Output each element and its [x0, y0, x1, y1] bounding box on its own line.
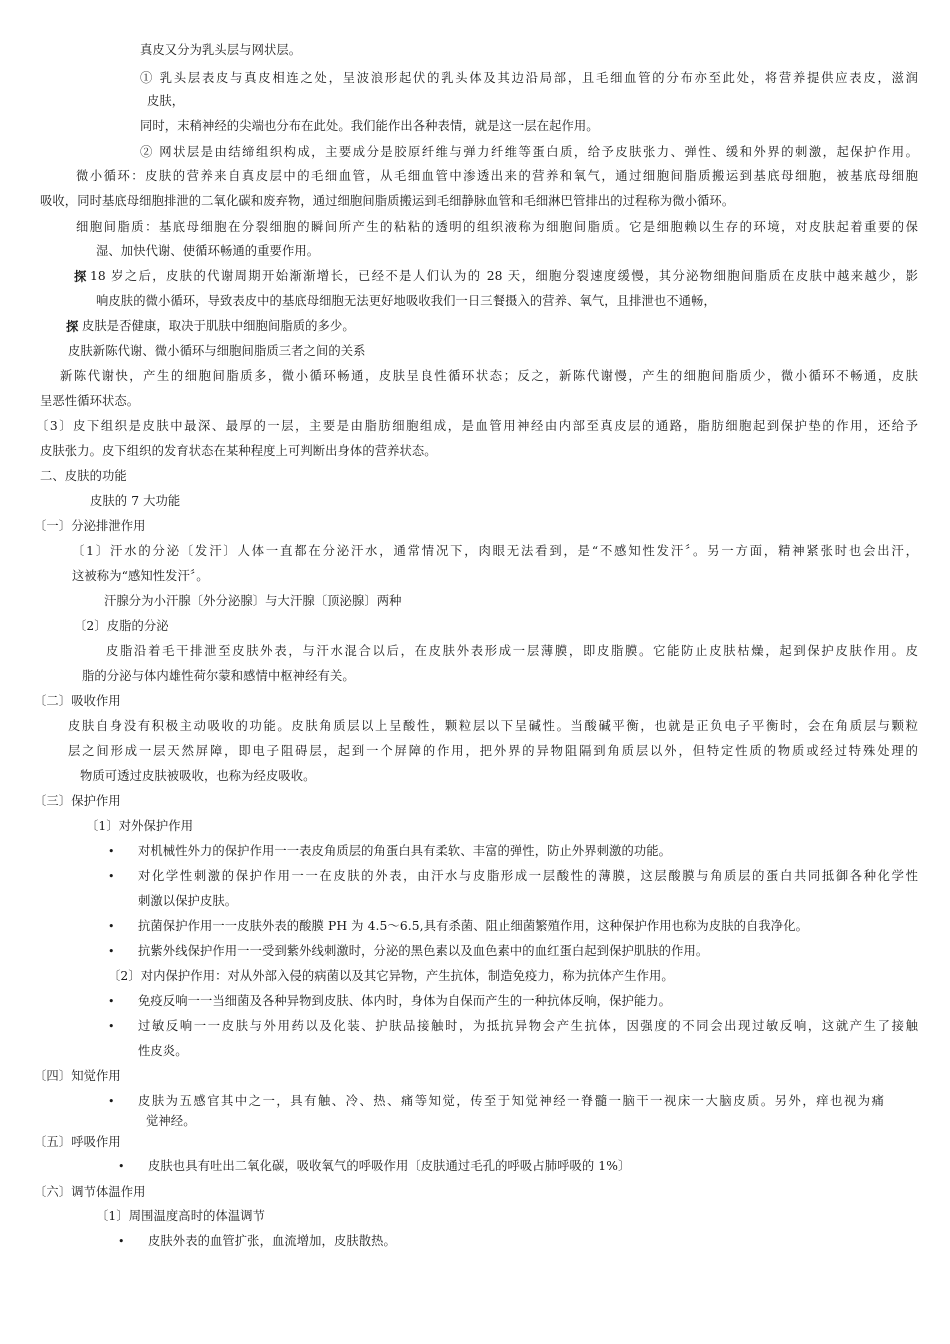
- text-line: 新陈代谢快，产生的细胞间脂质多，微小循环畅通，皮肤呈良性循环状态；反之，新陈代谢慢，产生的细胞间脂质少，微小循环不畅通，皮肤: [60, 369, 918, 383]
- bullet-icon: •: [118, 1160, 125, 1173]
- text-line: 刺激以保护皮肤。: [138, 894, 238, 908]
- text-line: 物质可透过皮肤被吸收，也称为经皮吸收。: [80, 769, 316, 783]
- bullet-icon: •: [118, 1235, 125, 1248]
- text-line: 层之间形成一层天然屏障，即电子阻碍层，起到一个屏障的作用，把外界的异物阻隔到角质层以外，但特定性质的物质或经过特殊处理的: [68, 744, 918, 758]
- text-line: 〔1〕周围温度高时的体温调节: [96, 1209, 266, 1223]
- text-line: 二、皮肤的功能: [40, 469, 127, 483]
- text-line: 汗腺分为小汗腺〔外分泌腺〕与大汗腺〔顶泌腺〕两种: [104, 594, 402, 608]
- text-line: 抗紫外线保护作用一一受到紫外线刺激时，分泌的黑色素以及血色素中的血红蛋白起到保护肌肤的作用。: [138, 944, 709, 958]
- bullet-icon: •: [108, 1020, 115, 1033]
- text-line: 湿、加快代谢、使循环畅通的重要作用。: [96, 244, 320, 258]
- text-line: 〔2〕皮脂的分泌: [74, 619, 169, 633]
- text-line: 皮肤是否健康，取决于肌肤中细胞间脂质的多少。: [82, 319, 355, 333]
- bullet-icon: •: [108, 870, 115, 883]
- bullet-icon: •: [108, 945, 115, 958]
- text-line: 〔二〕吸收作用: [34, 694, 121, 708]
- text-line: 吸收，同时基底母细胞排泄的二氧化碳和废弃物，通过细胞间脂质搬运到毛细静脉血管和毛细淋巴管排出的过程称为微小循环。: [40, 194, 735, 208]
- text-line: 皮肤张力。皮下组织的发育状态在某种程度上可判断出身体的营养状态。: [40, 444, 437, 458]
- text-line: 〔1〕汗水的分泌〔发汗〕人体一直都在分泌汗水，通常情况下，肉眼无法看到，是“不感知性发汗〞。另一方面，精神紧张时也会出汗，: [72, 544, 918, 558]
- text-line: 过敏反响一一皮肤与外用药以及化装、护肤品接触时，为抵抗异物会产生抗体，因强度的不同会出现过敏反响，这就产生了接触: [138, 1019, 918, 1033]
- text-line: 这被称为“感知性发汗〞。: [72, 569, 209, 583]
- text-line: 皮肤自身没有积极主动吸收的功能。皮肤角质层以上呈酸性，颗粒层以下呈碱性。当酸碱平衡，也就是正负电子平衡时，会在角质层与颗粒: [68, 719, 918, 733]
- text-line: 细胞间脂质：基底母细胞在分裂细胞的瞬间所产生的粘粘的透明的组织液称为细胞间脂质。它是细胞赖以生存的环境，对皮肤起着重要的保: [76, 220, 918, 234]
- text-line: 同时，末稍神经的尖端也分布在此处。我们能作出各种表情，就是这一层在起作用。: [140, 119, 599, 133]
- text-line: 抗菌保护作用一一皮肤外表的酸膜 PH 为 4.5～6.5,具有杀菌、阻止细菌繁殖作用，这种保护作用也称为皮肤的自我净化。: [138, 919, 808, 933]
- bullet-icon: •: [108, 995, 115, 1008]
- text-line: 微小循环：皮肤的营养来自真皮层中的毛细血管，从毛细血管中渗透出来的营养和氧气，通过细胞间脂质搬运到基底母细胞，被基底母细胞: [76, 169, 918, 183]
- text-line: 免疫反响一一当细菌及各种异物到皮肤、体内时，身体为自保而产生的一种抗体反响，保护能力。: [138, 994, 672, 1008]
- text-line: 皮脂沿着毛干排泄至皮肤外表，与汗水混合以后，在皮肤外表形成一层薄膜，即皮脂膜。它能防止皮肤枯燥，起到保护皮肤作用。皮: [106, 644, 918, 658]
- text-line: 脂的分泌与体内雄性荷尔蒙和感情中枢神经有关。: [82, 669, 355, 683]
- text-line: 皮肤也具有吐出二氧化碳，吸收氧气的呼吸作用〔皮肤通过毛孔的呼吸占肺呼吸的 1%〕: [148, 1159, 631, 1173]
- text-line: 〔1〕对外保护作用: [86, 819, 194, 833]
- text-line: 皮肤新陈代谢、微小循环与细胞间脂质三者之间的关系: [68, 344, 366, 358]
- text-line: 〔3〕皮下组织是皮肤中最深、最厚的一层，主要是由脂肪细胞组成，是血管用神经由内部至真皮层的通路，脂肪细胞起到保护垫的作用，还给予: [36, 419, 918, 433]
- text-line: 觉神经。: [146, 1114, 196, 1128]
- text-line: ② 网状层是由结缔组织构成，主要成分是胶原纤维与弹力纤维等蛋白质，给予皮肤张力、弹性、缓和外界的刺激，起保护作用。: [140, 145, 918, 159]
- text-line: 对化学性刺激的保护作用一一在皮肤的外表，由汗水与皮脂形成一层酸性的薄膜，这层酸膜与角质层的蛋白共同抵御各种化学性: [138, 869, 918, 883]
- text-line: 对机械性外力的保护作用一一表皮角质层的角蛋白具有柔软、丰富的弹性，防止外界刺激的功能。: [138, 844, 672, 858]
- text-line: 〔六〕调节体温作用: [34, 1185, 146, 1199]
- text-line: 真皮又分为乳头层与网状层。: [140, 43, 302, 57]
- text-line: 〔2〕对内保护作用：对从外部入侵的病菌以及其它异物，产生抗体，制造免疫力，称为抗体产生作用。: [108, 969, 674, 983]
- text-line: 皮肤，: [147, 94, 185, 108]
- bullet-icon: •: [108, 1095, 115, 1108]
- bullet-icon: •: [108, 845, 115, 858]
- text-line: 皮肤外表的血管扩张，血流增加，皮肤散热。: [148, 1234, 396, 1248]
- bold-mark: 探: [66, 319, 79, 334]
- text-line: 18 岁之后，皮肤的代谢周期开始渐渐增长，已经不是人们认为的 28 天，细胞分裂速度缓慢，其分泌物细胞间脂质在皮肤中越来越少，影: [90, 269, 918, 283]
- bold-mark: 探: [74, 269, 87, 284]
- text-line: 〔四〕知觉作用: [34, 1069, 121, 1083]
- text-line: 皮肤的 7 大功能: [90, 494, 181, 508]
- text-line: 皮肤为五感官其中之一，具有触、冷、热、痛等知觉，传至于知觉神经一脊髓一脑干一视床一大脑皮质。另外，痒也视为痛: [138, 1094, 884, 1108]
- text-line: 〔三〕保护作用: [34, 794, 121, 808]
- text-line: 呈恶性循环状态。: [40, 394, 140, 408]
- text-line: ① 乳头层表皮与真皮相连之处，呈波浪形起伏的乳头体及其边沿局部，且毛细血管的分布亦至此处，将营养提供应表皮，滋润: [140, 71, 918, 85]
- text-line: 性皮炎。: [138, 1044, 188, 1058]
- text-line: 〔五〕呼吸作用: [34, 1135, 121, 1149]
- bullet-icon: •: [108, 920, 115, 933]
- text-line: 〔一〕分泌排泄作用: [34, 519, 146, 533]
- text-line: 响皮肤的微小循环，导致表皮中的基底母细胞无法更好地吸收我们一日三餐摄入的营养、氧气，且排泄也不通畅，: [96, 294, 716, 308]
